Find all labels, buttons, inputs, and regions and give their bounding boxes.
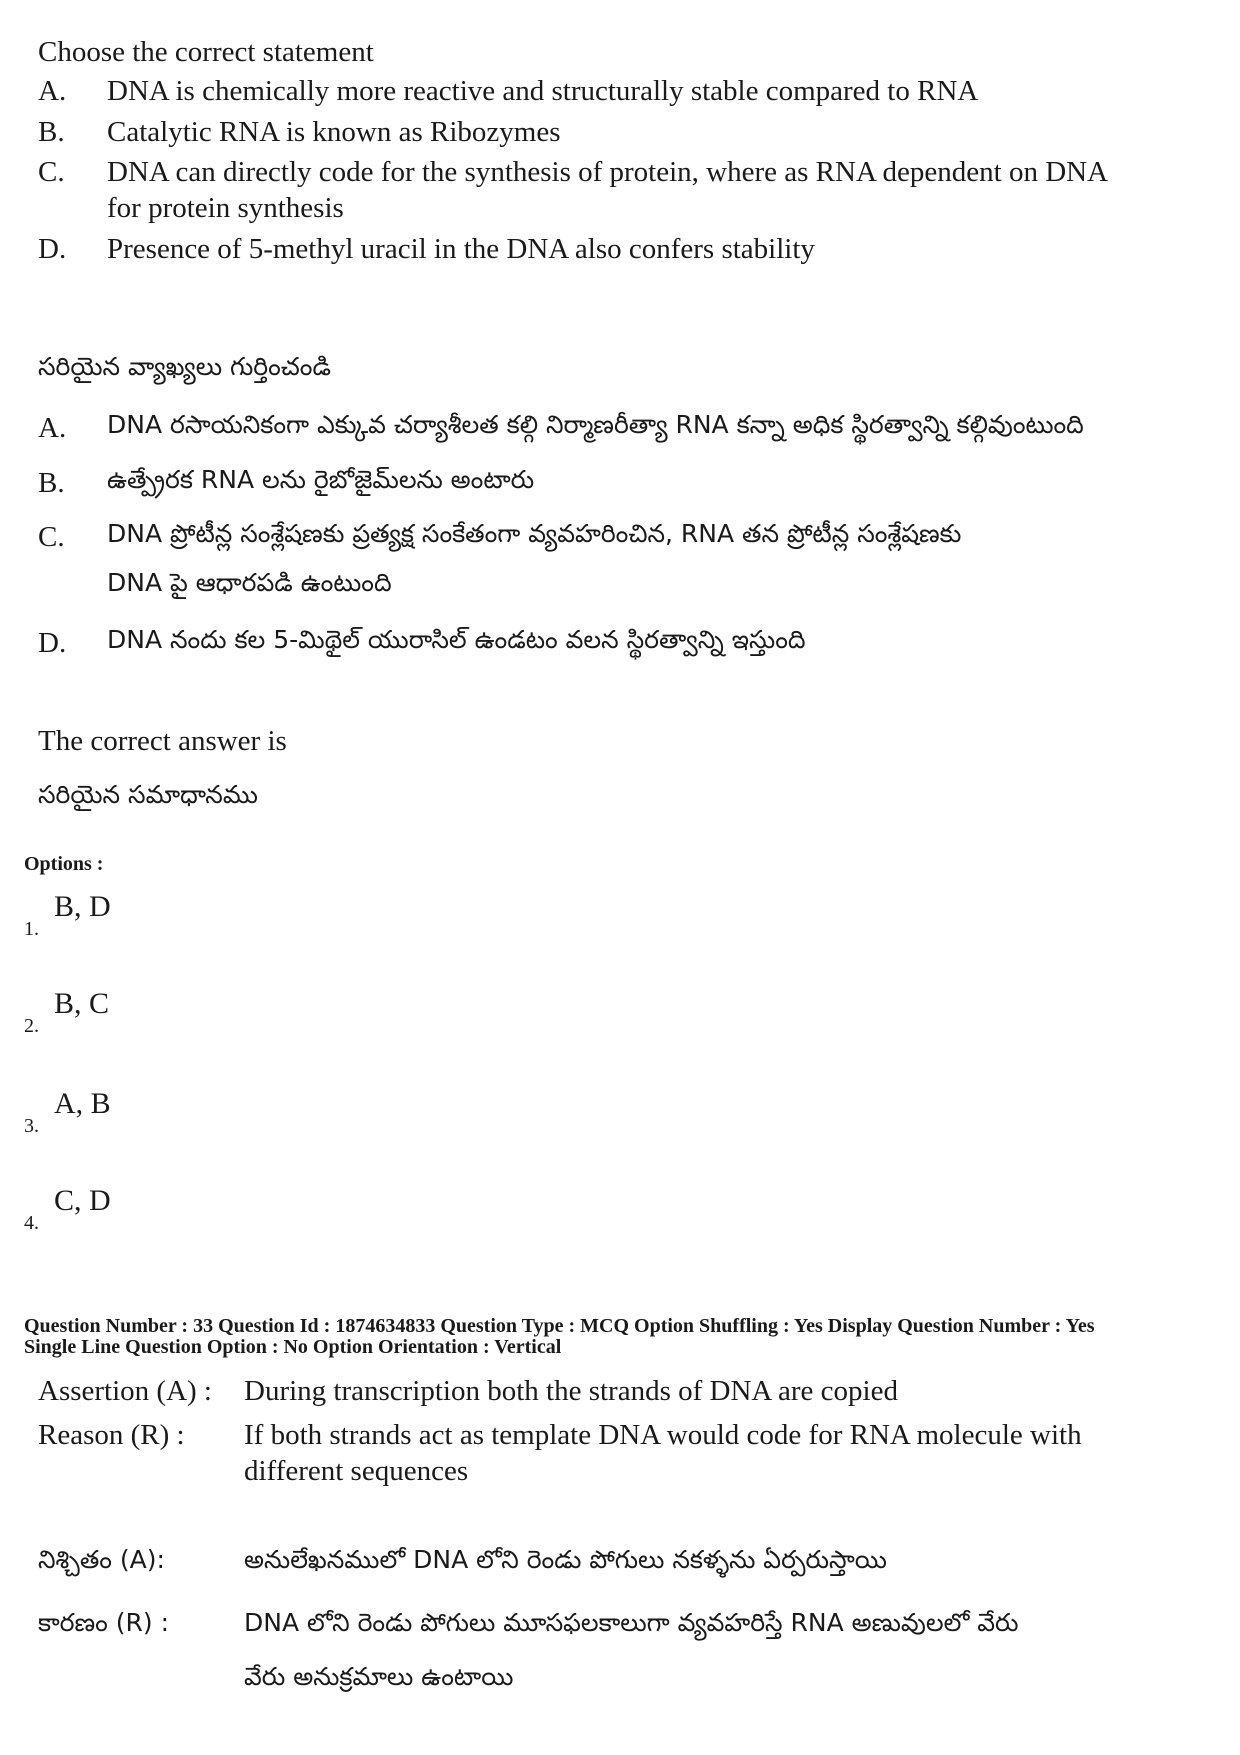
statement-label-b: B. — [38, 116, 65, 148]
statement-d: Presence of 5-methyl uracil in the DNA also confers stability — [107, 233, 815, 265]
question-meta-line2: Single Line Question Option : No Option Orientation : Vertical — [24, 1336, 562, 1358]
option-number: 4. — [24, 1212, 39, 1234]
statement-te-label-c: C. — [38, 521, 65, 553]
statement-te-label-a: A. — [38, 412, 67, 444]
option-number: 3. — [24, 1115, 39, 1137]
option-number: 1. — [24, 918, 39, 940]
option-2[interactable] — [24, 987, 324, 1037]
option-number: 2. — [24, 1015, 39, 1037]
statement-te-c-line1: DNA ప్రోటీన్ల సంశ్లేషణకు ప్రత్యక్ష సంకేతంగా వ్యవహరించిన, RNA తన ప్రోటీన్ల సంశ్లేషణకు — [107, 519, 962, 548]
assertion-label: Assertion (A) : — [38, 1375, 212, 1407]
statement-te-a: DNA రసాయనికంగా ఎక్కువ చర్యాశీలత కల్గి నిర్మాణరీత్యా RNA కన్నా అధిక స్థిరత్వాన్ని కల్గివుంటుంది — [107, 410, 1084, 439]
answer-prompt-telugu: సరియైన సమాధానము — [38, 780, 258, 809]
statement-a: DNA is chemically more reactive and structurally stable compared to RNA — [107, 75, 979, 107]
statement-label-d: D. — [38, 233, 67, 265]
statement-b: Catalytic RNA is known as Ribozymes — [107, 116, 561, 148]
reason-label-telugu: కారణం (R) : — [38, 1608, 170, 1637]
statement-te-b: ఉత్ప్రేరక RNA లను రైబోజైమ్‌లను అంటారు — [107, 465, 535, 494]
option-3[interactable] — [24, 1087, 324, 1137]
reason-text-telugu-line1: DNA లోని రెండు పోగులు మూసఫలకాలుగా వ్యవహరిస్తే RNA అణువులలో వేరు — [244, 1608, 1019, 1637]
assertion-text: During transcription both the strands of DNA are copied — [244, 1375, 898, 1407]
assertion-label-telugu: నిశ్చితం (A): — [38, 1545, 165, 1574]
answer-prompt: The correct answer is — [38, 725, 287, 757]
statement-c-line1: DNA can directly code for the synthesis of protein, where as RNA dependent on DNA — [107, 156, 1109, 188]
statement-c-line2: for protein synthesis — [107, 192, 344, 224]
statement-te-d: DNA నందు కల 5-మిథైల్ యురాసిల్ ఉండటం వలన స్థిరత్వాన్ని ఇస్తుంది — [107, 625, 806, 654]
statement-te-label-b: B. — [38, 467, 65, 499]
reason-text-line2: different sequences — [244, 1455, 469, 1487]
option-value: B, C — [54, 987, 110, 1020]
question-stem-telugu: సరియైన వ్యాఖ్యలు గుర్తించండి — [38, 352, 331, 381]
option-value: C, D — [54, 1184, 111, 1217]
option-value: A, B — [54, 1087, 111, 1120]
option-1[interactable] — [24, 890, 324, 940]
reason-label: Reason (R) : — [38, 1419, 185, 1451]
statement-label-c: C. — [38, 156, 65, 188]
statement-label-a: A. — [38, 75, 67, 107]
question-stem: Choose the correct statement — [38, 36, 374, 68]
question-meta-line1: Question Number : 33 Question Id : 1874634833 Question Type : MCQ Option Shuffling : Yes Display Question Number : Yes — [24, 1315, 1095, 1337]
option-value: B, D — [54, 890, 111, 923]
statement-te-c-line2: DNA పై ఆధారపడి ఉంటుంది — [107, 568, 392, 597]
assertion-text-telugu: అనులేఖనములో DNA లోని రెండు పోగులు నకళ్ళను ఏర్పరుస్తాయి — [244, 1545, 887, 1574]
option-4[interactable] — [24, 1184, 324, 1234]
reason-text-telugu-line2: వేరు అనుక్రమాలు ఉంటాయి — [244, 1662, 514, 1691]
options-heading: Options : — [24, 853, 104, 875]
reason-text-line1: If both strands act as template DNA would code for RNA molecule with — [244, 1419, 1082, 1451]
statement-te-label-d: D. — [38, 627, 67, 659]
